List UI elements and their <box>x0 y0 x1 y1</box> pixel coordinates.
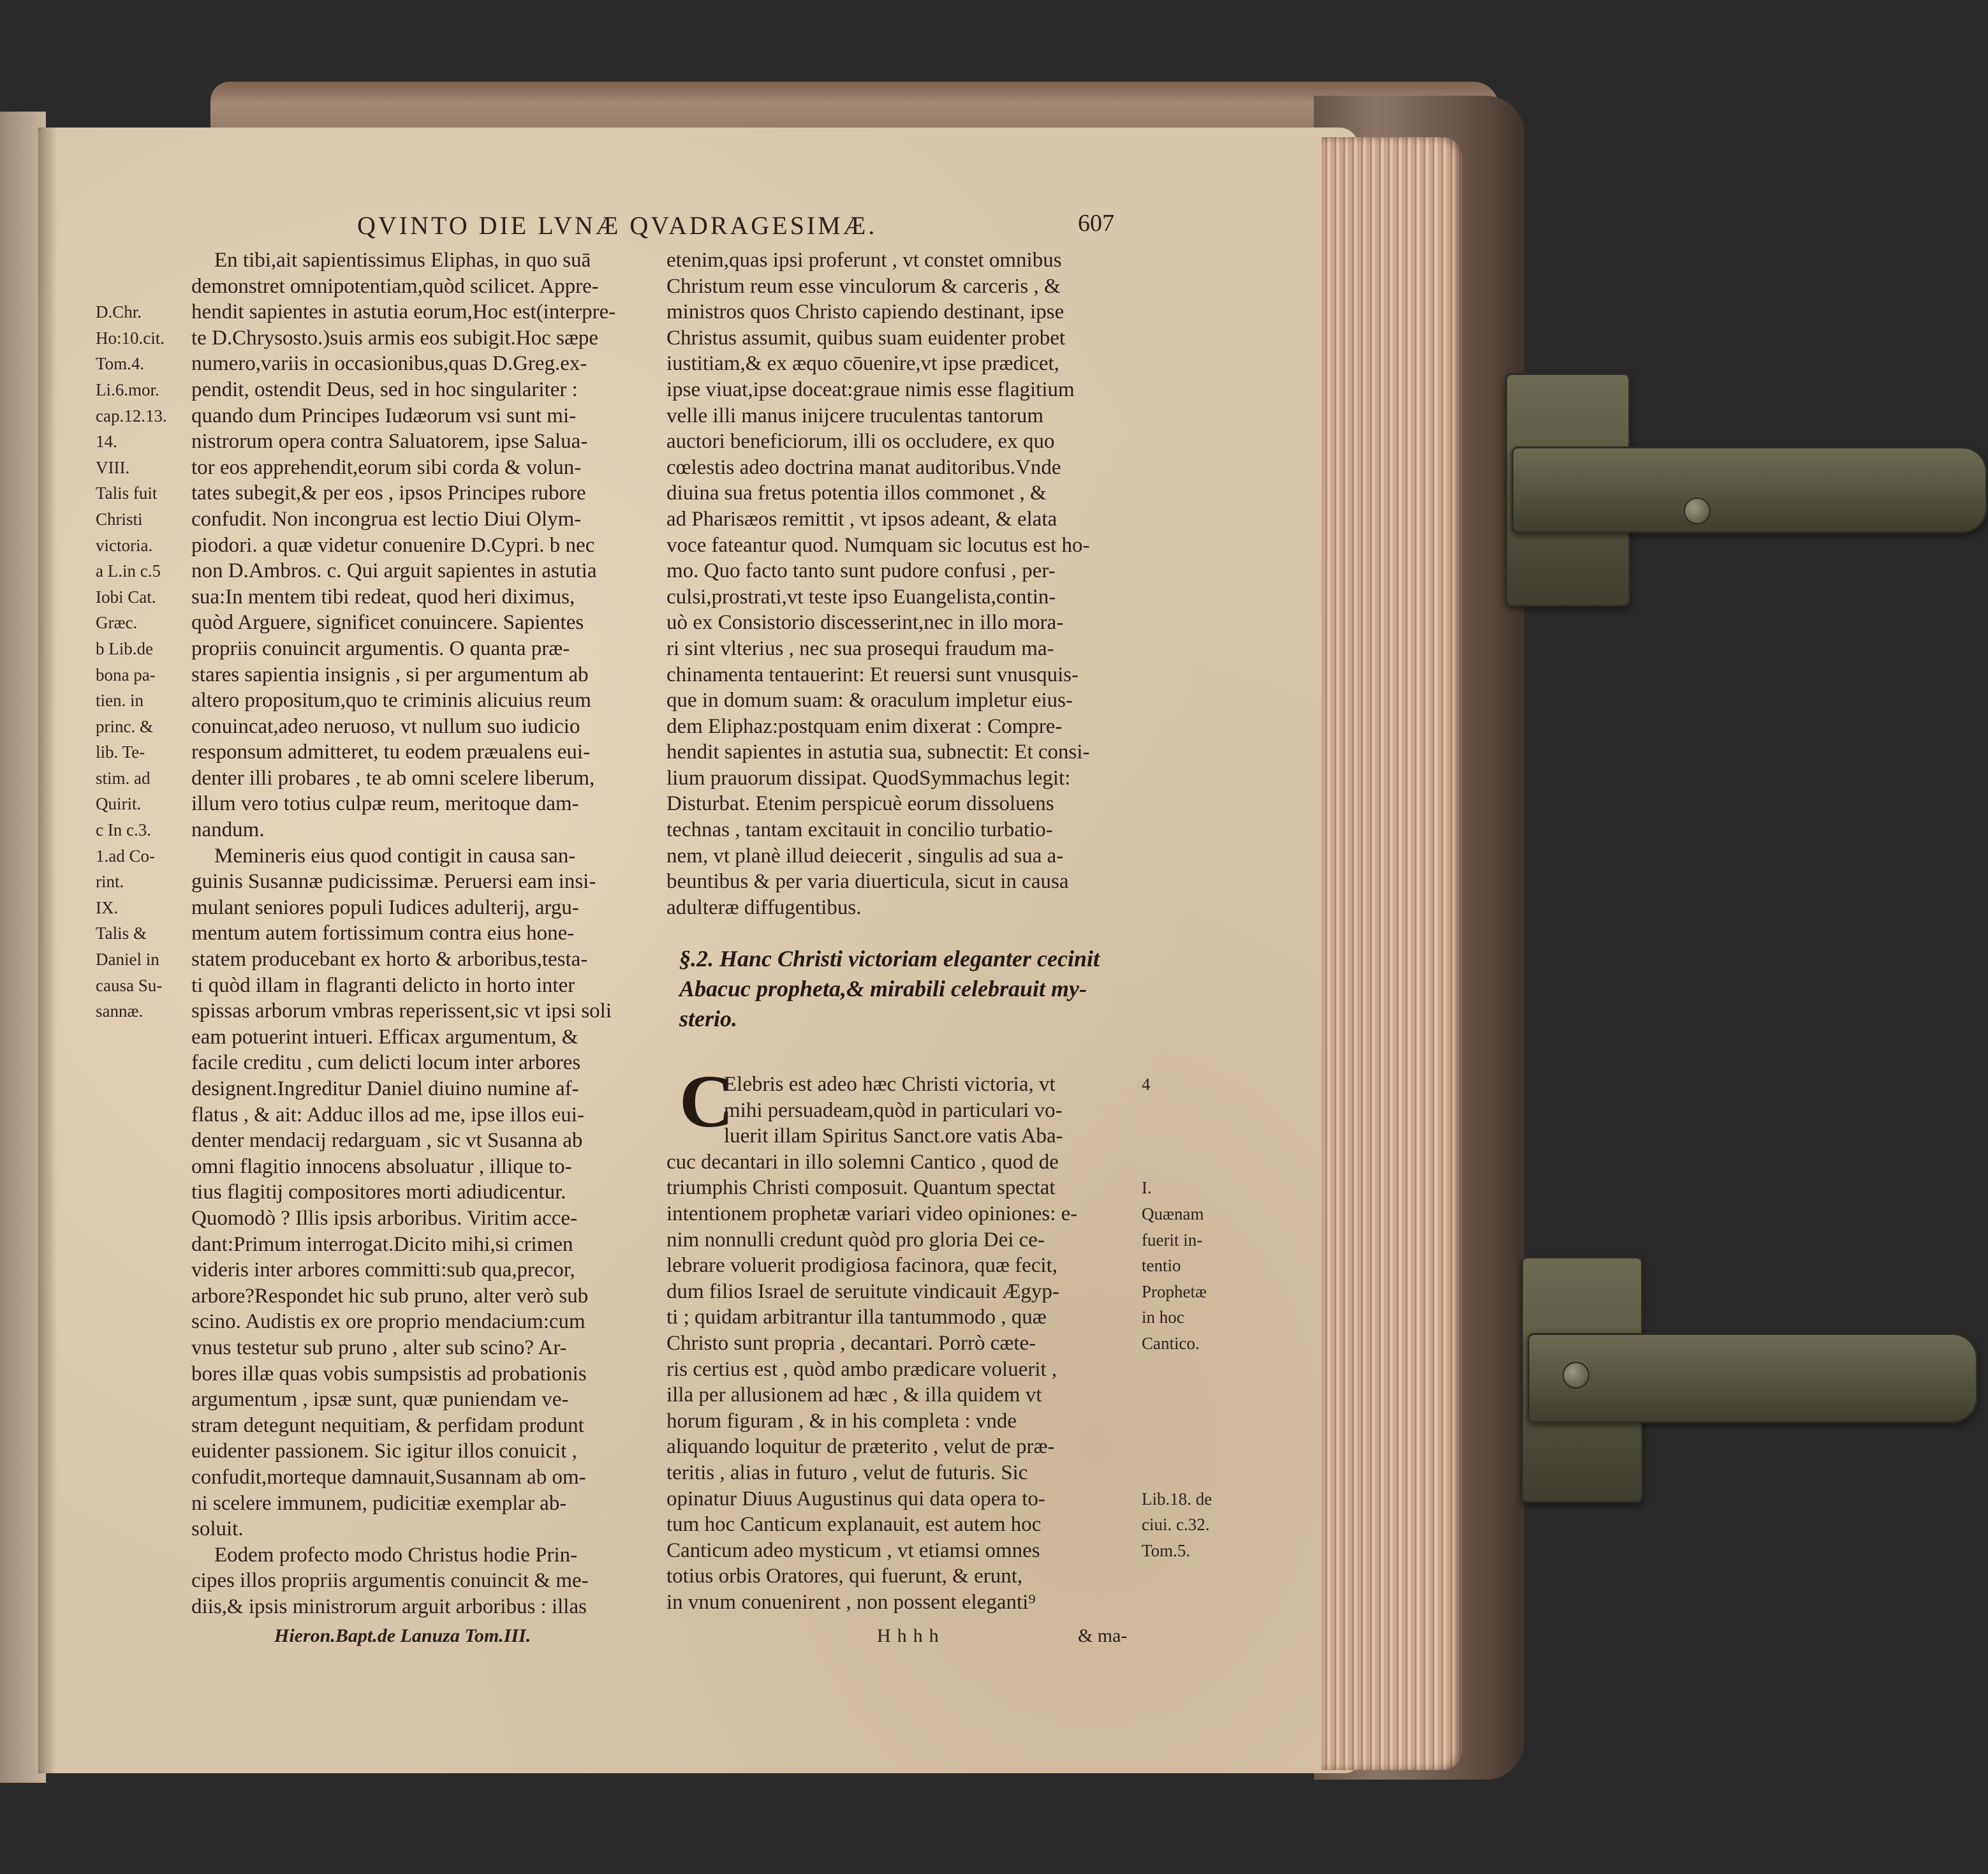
margin-note: 14. <box>96 432 117 452</box>
text-line: Christum reum esse vinculorum & carceris , & <box>666 274 1061 298</box>
margin-note: c In c.3. <box>96 820 151 840</box>
text-line: diuina sua fretus potentia illos commonet , & <box>666 482 1047 505</box>
text-line: adulteræ diffugentibus. <box>666 896 862 919</box>
text-line: illa per allusionem ad hæc , & illa quidem vt <box>666 1383 1042 1407</box>
margin-note: tentio <box>1142 1256 1181 1276</box>
text-line: dum filios Israel de seruitute vindicauit Ægyp- <box>666 1280 1059 1303</box>
text-line: vnus testetur sub pruno , alter sub scino? Ar- <box>191 1336 567 1359</box>
left-text-column <box>191 247 615 1619</box>
margin-note: Daniel in <box>96 950 159 970</box>
margin-note: in hoc <box>1142 1308 1184 1327</box>
text-line: te D.Chrysosto.)suis armis eos subigit.Hoc sæpe <box>191 326 598 350</box>
text-line: spissas arborum vmbras reperissent,sic vt ipsi soli <box>191 1000 612 1023</box>
margin-note: 4 <box>1142 1075 1151 1094</box>
text-line: mihi persuadeam,quòd in particulari vo- <box>724 1098 1063 1122</box>
text-line: guinis Susannæ pudicissimæ. Peruersi eam insi- <box>191 870 596 894</box>
upper-clasp-rivet <box>1684 498 1711 524</box>
text-line: denter mendacij redarguam , sic vt Susanna ab <box>191 1129 583 1153</box>
text-line: quando dum Principes Iudæorum vsi sunt mi- <box>191 404 577 427</box>
text-line: ipse viuat,ipse doceat:graue nimis esse flagitium <box>666 378 1075 401</box>
text-line: euidenter passionem. Sic igitur illos conuicit , <box>191 1440 577 1463</box>
margin-note: ciui. c.32. <box>1142 1515 1210 1535</box>
text-line: non D.Ambros. c. Qui arguit sapientes in astutia <box>191 559 597 583</box>
text-line: beuntibus & per varia diuerticula, sicut in causa <box>666 870 1069 894</box>
text-line: piodori. a quæ videtur conuenire D.Cypri. b nec <box>191 533 595 557</box>
margin-note: Talis fuit <box>96 483 158 503</box>
text-line: in vnum conuenirent , non possent eleganti⁹ <box>666 1590 1036 1614</box>
text-line: auctori beneficiorum, illi os occludere, ex quo <box>666 430 1055 454</box>
margin-note: causa Su- <box>96 975 163 995</box>
section-heading <box>679 944 1100 1034</box>
text-line: hendit sapientes in astutia eorum,Hoc est(interpre- <box>191 300 616 324</box>
text-line: scino. Audistis ex ore proprio mendacium:cum <box>191 1310 585 1334</box>
text-line: responsum admitteret, tu eodem præualens eui- <box>191 741 591 764</box>
margin-note: Iobi Cat. <box>96 587 156 607</box>
text-line: nim nonnulli credunt quòd pro gloria Dei ce- <box>666 1228 1045 1251</box>
margin-note: Lib.18. de <box>1142 1489 1212 1509</box>
left-margin-notes <box>96 247 167 1024</box>
text-line: denter illi probares , te ab omni scelere liberum, <box>191 766 595 790</box>
margin-note: IX. <box>96 897 119 917</box>
text-line: demonstret omnipotentiam,quòd scilicet. Appre- <box>191 274 599 298</box>
margin-note: rint. <box>96 872 124 892</box>
text-line: flatus , & ait: Adduc illos ad me, ipse illos eui- <box>191 1103 584 1126</box>
margin-note: VIII. <box>96 457 130 477</box>
margin-note: Talis & <box>96 924 147 943</box>
text-line: omni flagitio innocens absoluatur , illique to- <box>191 1155 572 1178</box>
margin-note: a L.in c.5 <box>96 561 161 581</box>
lower-clasp-rivet <box>1563 1362 1589 1389</box>
text-line: stram detegunt nequitiam, & perfidam produnt <box>191 1413 584 1437</box>
right-text-column-bottom <box>666 1072 1077 1615</box>
text-line: Quomodò ? Illis ipsis arboribus. Viritim acce- <box>191 1206 578 1230</box>
text-line: chinamenta tentauerint: Et reuersi sunt vnusquis- <box>666 663 1079 686</box>
margin-note: cap.12.13. <box>96 406 167 425</box>
page-fore-edge <box>1322 137 1462 1770</box>
upper-clasp-strap[interactable] <box>1512 446 1987 533</box>
text-line: conuincat,adeo neruoso, vt nullum suo iudicio <box>191 714 580 738</box>
margin-note: princ. & <box>96 716 153 736</box>
footer-catchword: & ma- <box>1078 1625 1128 1646</box>
text-line: ni scelere immunem, pudicitiæ exemplar ab- <box>191 1491 567 1515</box>
text-line: horum figuram , & in his completa : vnde <box>666 1409 1017 1433</box>
right-text-column-top <box>666 247 1090 920</box>
section-heading-line: sterio. <box>679 1006 738 1031</box>
text-line: tates subegit,& per eos , ipsos Principes rubore <box>191 482 586 505</box>
margin-note: Ho:10.cit. <box>96 328 165 348</box>
text-line: confudit,morteque damnauit,Susannam ab om- <box>191 1465 586 1489</box>
text-line: diis,& ipsis ministrorum arguit arboribus : illas <box>191 1595 587 1618</box>
text-line: propriis conuincit argumentis. O quanta præ- <box>191 637 570 660</box>
text-line: nistrorum opera contra Saluatorem, ipse Salua- <box>191 430 588 454</box>
margin-note: bona pa- <box>96 665 156 684</box>
page-number: 607 <box>1078 210 1114 237</box>
margin-note: Græc. <box>96 613 138 633</box>
text-line: mulant seniores populi Iudices adulterij, argu- <box>191 896 579 919</box>
text-line: Memineris eius quod contigit in causa san- <box>214 844 576 867</box>
text-line: quòd Arguere, significet conuincere. Sapientes <box>191 611 584 635</box>
margin-note: Li.6.mor. <box>96 380 159 399</box>
text-line: Eodem profecto modo Christus hodie Prin- <box>214 1543 578 1567</box>
text-line: teritis , alias in futuro , velut de futuris. Sic <box>666 1461 1028 1484</box>
text-line: Disturbat. Etenim perspicuè eorum dissoluens <box>666 792 1054 816</box>
margin-note: fuerit in- <box>1142 1230 1203 1250</box>
text-line: lium prauorum dissipat. QuodSymmachus legit: <box>666 766 1071 790</box>
text-line: luerit illam Spiritus Sanct.ore vatis Aba- <box>724 1125 1063 1148</box>
margin-note: b Lib.de <box>96 638 153 658</box>
text-line: culsi,prostrati,vt teste ipso Euangelista,contin- <box>666 585 1056 609</box>
text-line: bores illæ quas vobis sumpsistis ad probationis <box>191 1362 587 1385</box>
text-line: dant:Primum interrogat.Dicito mihi,si crimen <box>191 1232 573 1256</box>
margin-note: sannæ. <box>96 1001 144 1021</box>
text-line: cipes illos propriis argumentis conuincit & me- <box>191 1569 589 1593</box>
text-line: iustitiam,& ex æquo cōuenire,vt ipse prædicet, <box>666 352 1059 376</box>
text-line: confudit. Non incongrua est lectio Diui Olym- <box>191 507 582 531</box>
text-line: voce fateantur quod. Numquam sic locutus est ho- <box>666 533 1090 557</box>
section-heading-line: §.2. Hanc Christi victoriam eleganter cecinit <box>679 946 1100 971</box>
margin-note: Quænam <box>1142 1204 1204 1223</box>
margin-note: 1.ad Co- <box>96 846 155 866</box>
text-line: opinatur Diuus Augustinus qui data opera to- <box>666 1487 1045 1510</box>
text-line: mo. Quo facto tanto sunt pudore confusi , per- <box>666 559 1056 583</box>
text-line: arbore?Respondet hic sub pruno, alter verò sub <box>191 1284 589 1308</box>
text-line: statem producebant ex horto & arboribus,testa- <box>191 948 588 971</box>
margin-note: I. <box>1142 1178 1152 1198</box>
text-line: cœlestis adeo doctrina manat auditoribus.Vnde <box>666 455 1061 479</box>
text-line: tor eos apprehendit,eorum sibi corda & volun- <box>191 455 582 479</box>
text-line: nandum. <box>191 818 265 842</box>
text-line: videris inter arbores committi:sub qua,precor, <box>191 1258 575 1282</box>
margin-note: Cantico. <box>1142 1334 1200 1353</box>
text-line: sua:In mentem tibi redeat, quod heri diximus, <box>191 585 575 609</box>
footer-author-tome: Hieron.Bapt.de Lanuza Tom.III. <box>274 1625 531 1646</box>
text-line: facile creditu , cum delicti locum inter arbores <box>191 1051 581 1075</box>
margin-note: lib. Te- <box>96 742 145 762</box>
text-line: numero,variis in occasionibus,quas D.Greg.ex- <box>191 352 587 376</box>
text-line: Elebris est adeo hæc Christi victoria, vt <box>724 1073 1056 1096</box>
text-line: totius orbis Oratores, qui fuerunt, & erunt, <box>666 1565 1023 1588</box>
text-line: aliquando loquitur de præterito , velut de præ- <box>666 1435 1055 1459</box>
margin-note: stim. ad <box>96 768 151 788</box>
text-line: eam potuerint intueri. Efficax argumentum, & <box>191 1025 578 1049</box>
text-line: ti ; quidam arbitrantur illa tantummodo , quæ <box>666 1306 1047 1329</box>
text-line: que in domum suam: & oraculum impletur eius- <box>666 689 1073 712</box>
text-line: hendit sapientes in astutia sua, subnectit: Et consi- <box>666 741 1090 764</box>
margin-note: tien. in <box>96 691 144 711</box>
text-line: ti quòd illam in flagranti delicto in horto inter <box>191 973 575 997</box>
margin-note: D.Chr. <box>96 302 142 322</box>
text-line: tum hoc Canticum explanauit, est autem hoc <box>666 1513 1042 1537</box>
text-line: soluit. <box>191 1517 244 1541</box>
text-line: Christo sunt propria , decantari. Porrò cæte- <box>666 1331 1036 1355</box>
text-line: lebrare voluerit prodigiosa facinora, quæ fecit, <box>666 1254 1058 1278</box>
margin-note: Quirit. <box>96 794 142 814</box>
text-line: etenim,quas ipsi proferunt , vt constet omnibus <box>666 249 1062 272</box>
text-line: intentionem prophetæ variari video opiniones: e- <box>666 1202 1078 1225</box>
footer-signature-mark: Hhhh <box>877 1625 945 1646</box>
text-line: triumphis Christi composuit. Quantum spectat <box>666 1176 1056 1200</box>
running-title: QVINTO DIE LVNÆ QVADRAGESIMÆ. <box>357 211 878 240</box>
text-line: uò ex Consistorio discesserint,nec in illo mora- <box>666 611 1064 635</box>
drop-cap: C <box>679 1059 734 1143</box>
text-line: En tibi,ait sapientissimus Eliphas, in quo suā <box>214 249 591 272</box>
text-line: velle illi manus inijcere truculentas tantorum <box>666 404 1044 427</box>
page-gutter-shadow <box>38 128 57 1773</box>
text-line: cuc decantari in illo solemni Cantico , quod de <box>666 1150 1059 1174</box>
text-line: argumentum , ipsæ sunt, quæ puniendam ve- <box>191 1388 569 1412</box>
margin-note: Christi <box>96 509 143 529</box>
lower-clasp-strap[interactable] <box>1528 1333 1978 1423</box>
text-line: Canticum adeo mysticum , vt etiamsi omnes <box>666 1538 1040 1562</box>
text-line: pendit, ostendit Deus, sed in hoc singulariter : <box>191 378 578 401</box>
text-line: technas , tantam excitauit in concilio turbatio- <box>666 818 1053 842</box>
text-line: ad Pharisæos remittit , vt ipsos adeant, & elata <box>666 507 1057 531</box>
margin-note: victoria. <box>96 535 153 555</box>
text-line: ministros quos Christo capiendo destinant, ipse <box>666 300 1064 324</box>
text-line: ris certius est , quòd ambo prædicare voluerit , <box>666 1357 1057 1381</box>
text-line: nem, vt planè illud deiecerit , singulis ad sua a- <box>666 844 1064 867</box>
text-line: illum vero totius culpæ reum, meritoque dam- <box>191 792 579 816</box>
text-line: Christus assumit, quibus suam euidenter probet <box>666 326 1066 350</box>
text-line: altero propositum,quo te criminis alicuius reum <box>191 689 591 712</box>
text-line: dem Eliphaz:postquam enim dixerat : Compre- <box>666 714 1063 738</box>
margin-note: Tom.4. <box>96 354 145 374</box>
text-line: ri sint vlterius , nec sua prosequi fraudum ma- <box>666 637 1054 660</box>
text-line: tius flagitij compositores morti adiudicentur. <box>191 1181 566 1204</box>
text-line: stares sapientia insignis , si per argumentum ab <box>191 663 589 686</box>
margin-note: Tom.5. <box>1142 1540 1191 1560</box>
section-heading-line: Abacuc propheta,& mirabili celebrauit my- <box>679 976 1087 1001</box>
text-line: mentum autem fortissimum contra eius hone- <box>191 922 575 945</box>
margin-note: Prophetæ <box>1142 1281 1207 1301</box>
text-line: designent.Ingreditur Daniel diuino numine af- <box>191 1077 579 1100</box>
